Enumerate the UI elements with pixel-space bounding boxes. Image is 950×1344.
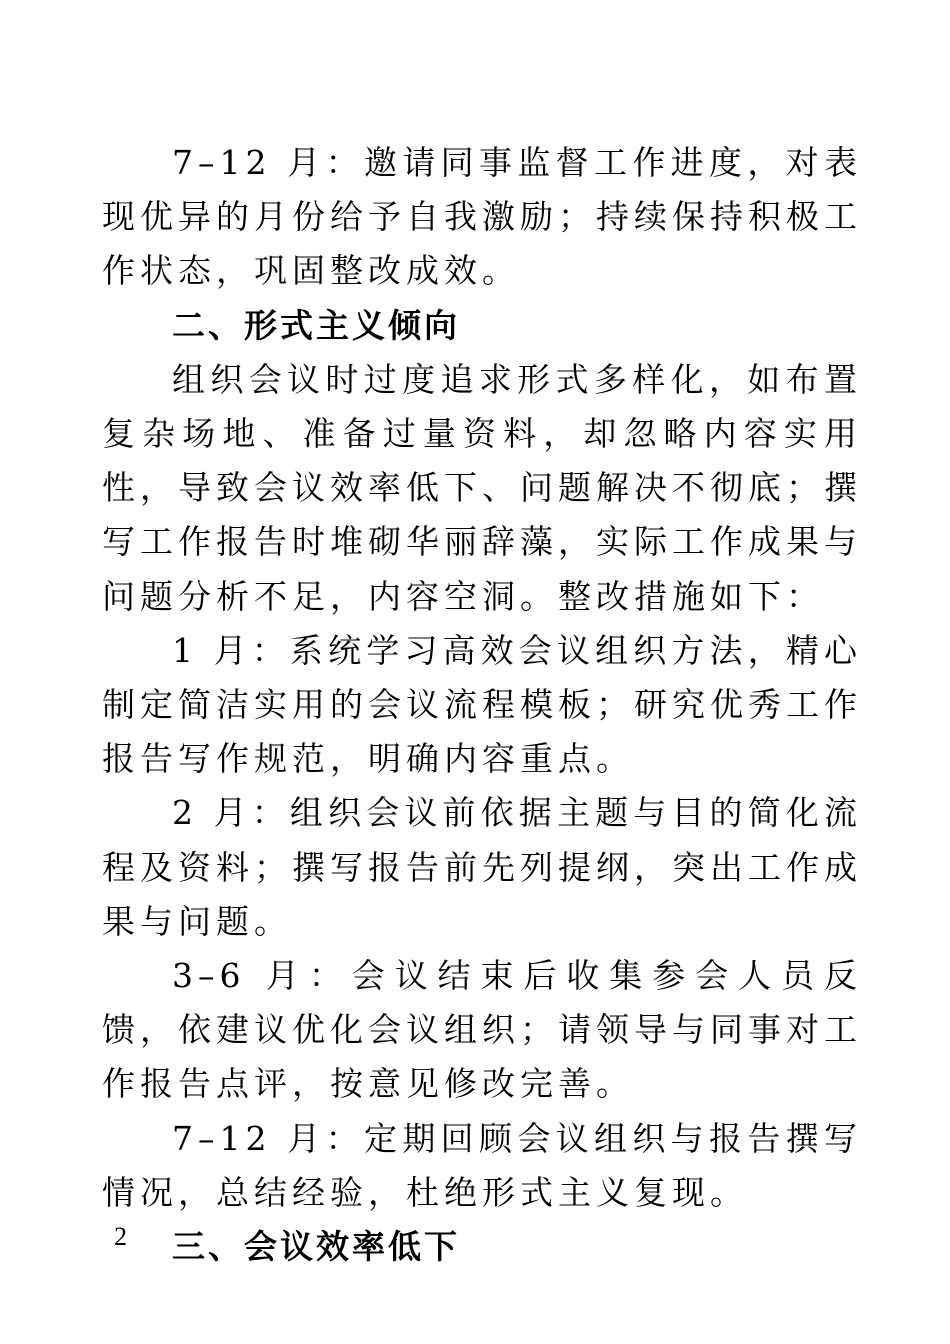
page-number: 2 [114, 1222, 127, 1251]
paragraph-january-measures: 1 月：系统学习高效会议组织方法，精心制定简洁实用的会议流程模板；研究优秀工作报告写作规范，明确内容重点。 [102, 630, 862, 779]
section-heading-formalism: 二、形式主义倾向 [172, 305, 460, 345]
paragraph-formalism-description: 组织会议时过度追求形式多样化，如布置复杂场地、准备过量资料，却忽略内容实用性，导致会议效率低下、问题解决不彻底；撰写工作报告时堆砌华丽辞藻，实际工作成果与问题分析不足，内容空洞。整改措施如下： [102, 359, 862, 616]
section-heading-meeting-efficiency: 三、会议效率低下 [172, 1227, 460, 1267]
document-body [102, 136, 862, 1274]
paragraph-jul-dec-review: 7–12 月：定期回顾会议组织与报告撰写情况，总结经验，杜绝形式主义复现。 [102, 1118, 862, 1212]
paragraph-mar-jun-measures: 3–6 月：会议结束后收集参会人员反馈，依建议优化会议组织；请领导与同事对工作报告点评，按意见修改完善。 [102, 956, 862, 1104]
paragraph-february-measures: 2 月：组织会议前依据主题与目的简化流程及资料；撰写报告前先列提纲，突出工作成果与问题。 [102, 793, 862, 941]
paragraph-jul-dec-supervision: 7–12 月：邀请同事监督工作进度，对表现优异的月份给予自我激励；持续保持积极工作状态，巩固整改成效。 [102, 143, 862, 291]
